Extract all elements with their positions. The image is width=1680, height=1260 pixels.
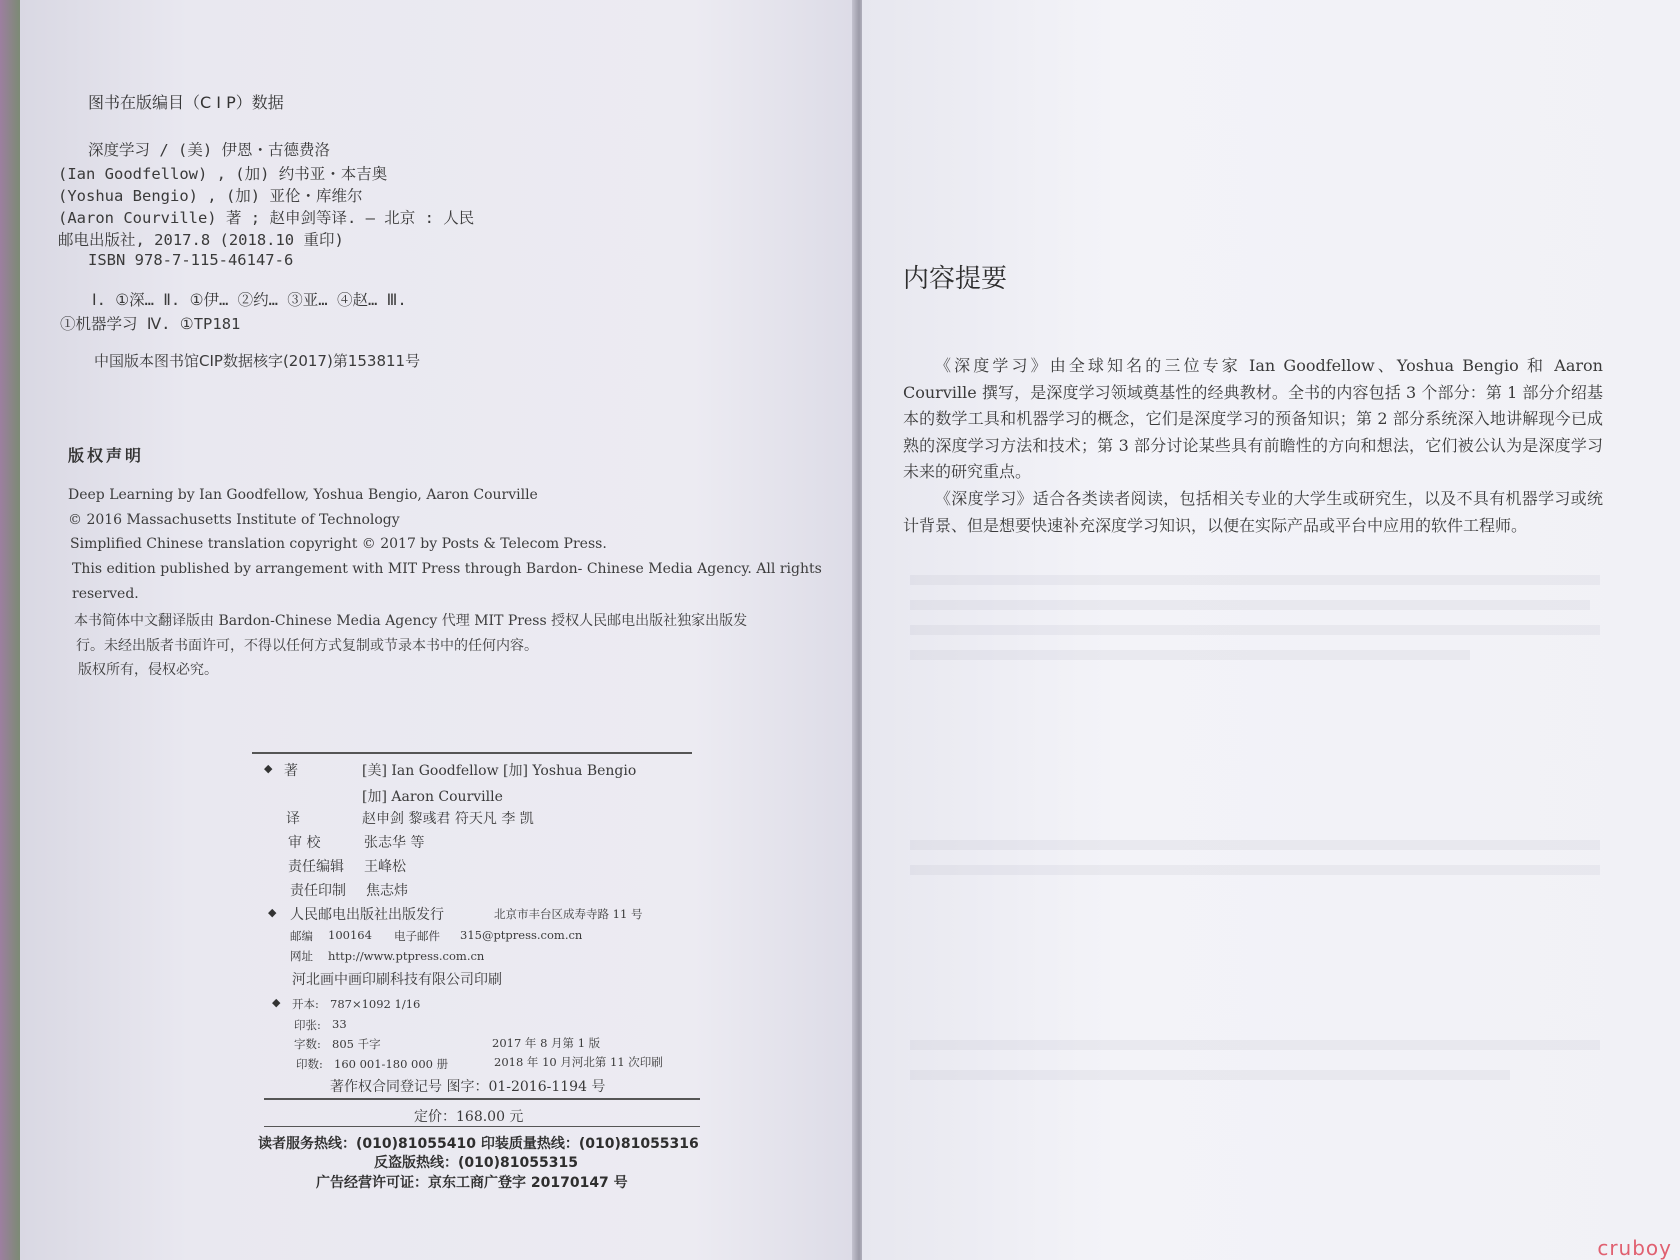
cip-line: (Yoshua Bengio) , (加) 亚伦・库维尔	[58, 187, 363, 205]
summary-paragraph: 《深度学习》适合各类读者阅读，包括相关专业的大学生或研究生，以及不具有机器学习或统计背景、但是想要快速补充深度学习知识，以便在实际产品或平台中应用的软件工程师。	[903, 489, 1603, 535]
proofreaders: 张志华 等	[364, 835, 425, 851]
show-through	[910, 840, 1600, 850]
copies: 160 001-180 000 册	[334, 1057, 449, 1071]
show-through	[910, 650, 1470, 660]
website-label: 网址	[290, 949, 313, 963]
copyright-line: Simplified Chinese translation copyright © 2017 by Posts & Telecom Press.	[70, 536, 607, 552]
ad-license: 广告经营许可证：京东工商广登字 20170147 号	[316, 1175, 628, 1191]
copyright-line: © 2016 Massachusetts Institute of Technology	[68, 512, 400, 528]
show-through	[910, 1040, 1600, 1050]
author-label: 著	[284, 763, 298, 779]
print-label: 责任印制	[290, 883, 346, 899]
summary-heading: 内容提要	[903, 264, 1008, 294]
colophon-bottom-rule	[264, 1098, 700, 1100]
price: 定价：168.00 元	[414, 1109, 524, 1125]
format: 787×1092 1/16	[330, 997, 421, 1011]
copyright-line: This edition published by arrangement with MIT Press through Bardon- Chinese Media Agency. All rights	[72, 561, 822, 577]
show-through	[910, 575, 1600, 585]
print-company: 河北画中画印刷科技有限公司印刷	[292, 972, 502, 988]
words: 805 千字	[332, 1037, 381, 1051]
editor: 王峰松	[364, 859, 406, 875]
email: 315@ptpress.com.cn	[460, 928, 583, 942]
publisher-address: 北京市丰台区成寿寺路 11 号	[494, 907, 643, 921]
proof-label: 审 校	[288, 835, 321, 851]
summary-paragraph: 《深度学习》由全球知名的三位专家 Ian Goodfellow、Yoshua Bengio 和 Aaron Courville 撰写，是深度学习领域奠基性的经典教材。全书的内容包括 3 个部分：第 1 部分介绍基本的数学工具和机器学习的概念，它们是深度学习的预备知识；第 2 部分系统深入地讲解现今已成熟的深度学习方法和技术；第 3 部分讨论某些具有前瞻性的方向和想法，它们被公认为是深度学习未来的研究重点。	[903, 356, 1603, 482]
hotline-antipiracy: 反盗版热线：(010)81055315	[374, 1155, 578, 1171]
cip-line: 深度学习 / (美) 伊恩・古德费洛	[88, 141, 330, 159]
translator-label: 译	[286, 811, 300, 827]
format-label: 开本:	[292, 997, 319, 1011]
copyright-heading: 版权声明	[68, 446, 145, 465]
cip-line: (Ian Goodfellow) , (加) 约书亚・本吉奥	[58, 165, 388, 183]
authors: [美] Ian Goodfellow [加] Yoshua Bengio	[362, 763, 637, 779]
words-label: 字数:	[294, 1037, 321, 1051]
translators: 赵申剑 黎彧君 符天凡 李 凯	[362, 811, 534, 827]
authors: [加] Aaron Courville	[362, 789, 503, 805]
diamond-icon: ◆	[268, 906, 277, 919]
copyright-line: Deep Learning by Ian Goodfellow, Yoshua Bengio, Aaron Courville	[68, 487, 538, 503]
cip-number: 中国版本图书馆CIP数据核字(2017)第153811号	[94, 352, 421, 370]
printing: 2018 年 10 月河北第 11 次印刷	[494, 1055, 663, 1069]
editor-label: 责任编辑	[288, 859, 344, 875]
website: http://www.ptpress.com.cn	[328, 949, 485, 963]
postcode: 100164	[328, 928, 372, 942]
hotline-service: 读者服务热线：(010)81055410 印装质量热线：(010)81055316	[258, 1136, 699, 1152]
publisher: 人民邮电出版社出版发行	[290, 907, 444, 923]
postcode-label: 邮编	[290, 929, 313, 943]
show-through	[910, 865, 1600, 875]
colophon-top-rule	[252, 752, 692, 754]
diamond-icon: ◆	[272, 996, 281, 1009]
copies-label: 印数:	[296, 1057, 323, 1071]
cip-line: (Aaron Courville) 著 ; 赵申剑等译. — 北京 : 人民	[58, 209, 475, 227]
sheets: 33	[332, 1017, 347, 1031]
diamond-icon: ◆	[264, 762, 273, 775]
sheets-label: 印张:	[294, 1018, 321, 1032]
print-person: 焦志炜	[366, 883, 408, 899]
cip-classification: Ⅰ. ①深… Ⅱ. ①伊… ②约… ③亚… ④赵… Ⅲ.	[92, 291, 407, 309]
show-through	[910, 1070, 1510, 1080]
copyright-line: reserved.	[72, 586, 139, 602]
price-rule	[264, 1126, 700, 1127]
copyright-registration: 著作权合同登记号 图字：01-2016-1194 号	[330, 1079, 606, 1095]
email-label: 电子邮件	[394, 929, 440, 943]
copyright-line: 本书简体中文翻译版由 Bardon-Chinese Media Agency 代理 MIT Press 授权人民邮电出版社独家出版发	[74, 613, 748, 629]
cip-classification: ①机器学习 Ⅳ. ①TP181	[60, 315, 241, 333]
cip-isbn: ISBN 978-7-115-46147-6	[88, 251, 294, 269]
cip-line: 邮电出版社, 2017.8 (2018.10 重印)	[58, 231, 344, 249]
show-through	[910, 625, 1600, 635]
edition: 2017 年 8 月第 1 版	[492, 1036, 601, 1050]
show-through	[910, 600, 1590, 610]
copyright-line: 版权所有，侵权必究。	[78, 662, 218, 678]
cip-title: 图书在版编目（C I P）数据	[88, 93, 284, 112]
watermark: cruboy	[1597, 1236, 1672, 1260]
copyright-line: 行。未经出版者书面许可，不得以任何方式复制或节录本书中的任何内容。	[76, 638, 538, 654]
